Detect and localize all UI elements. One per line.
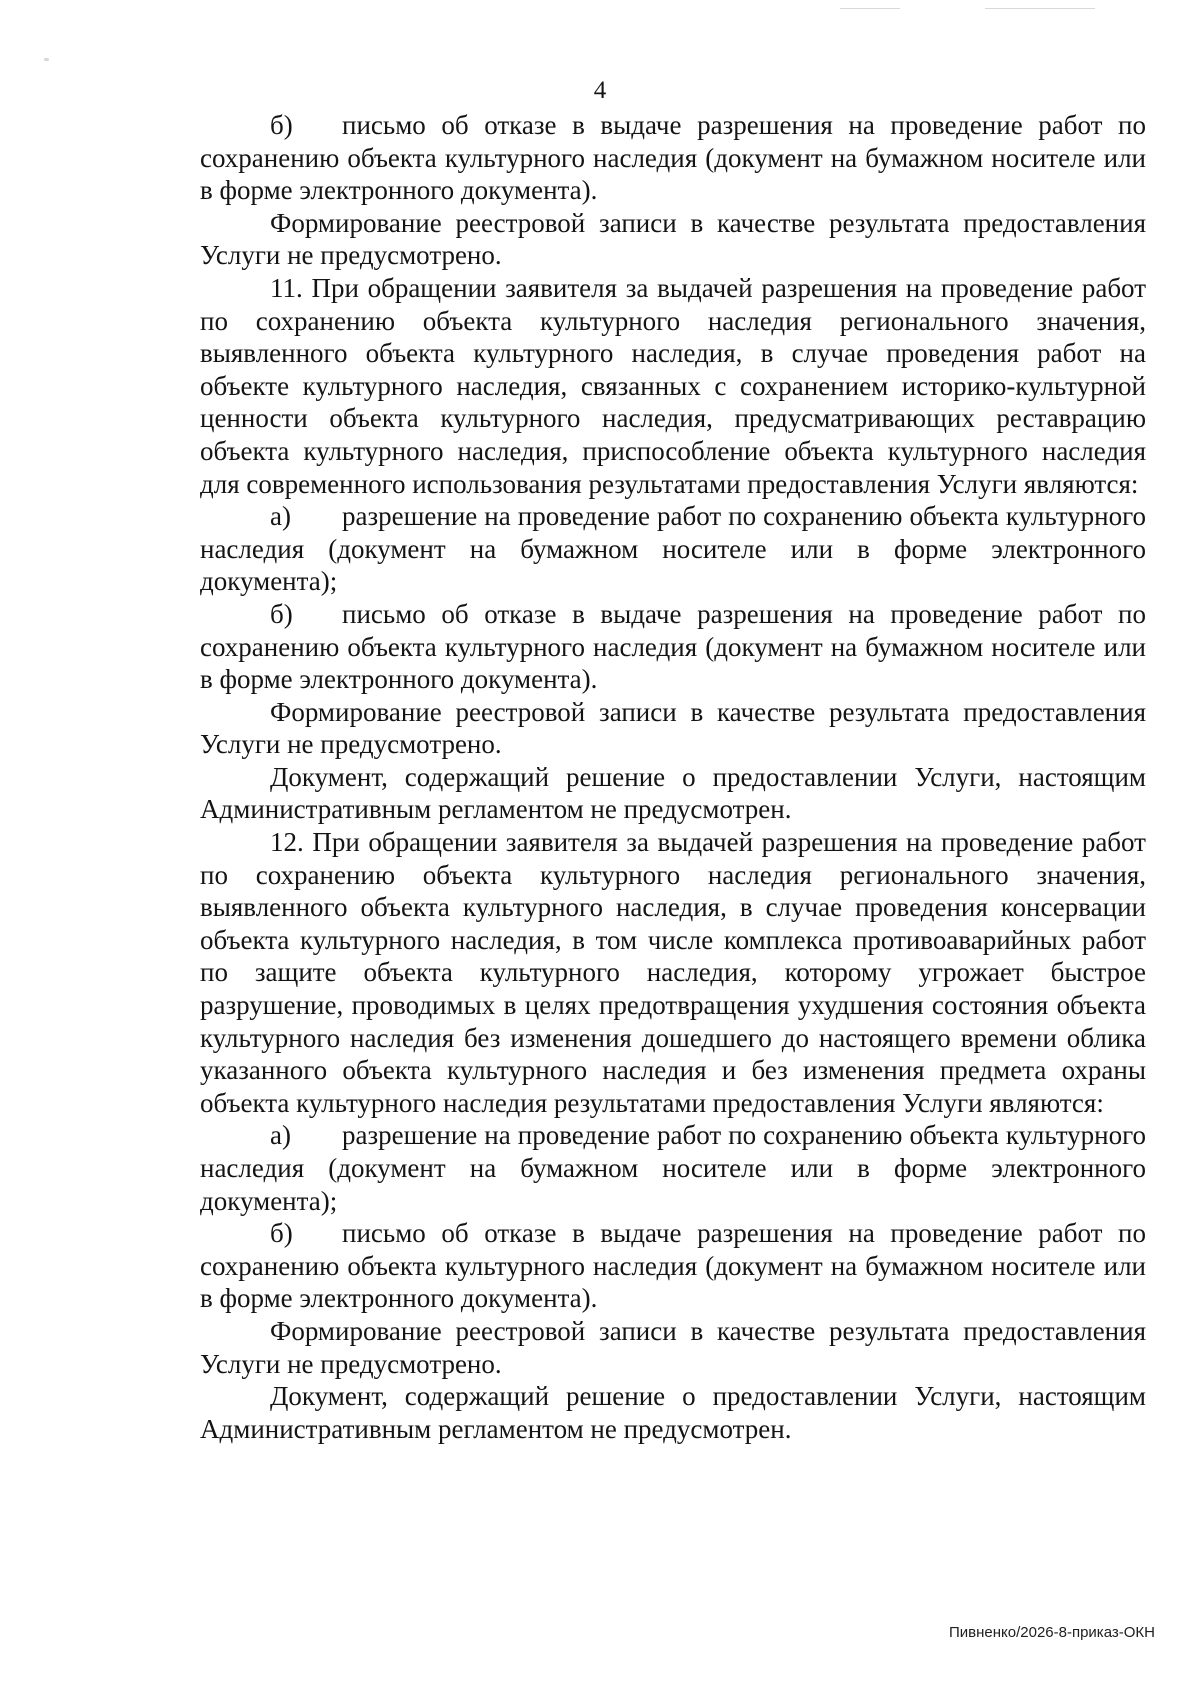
list-marker: а) — [270, 501, 291, 532]
section-12-paragraph: 12. При обращении заявителя за выдачей разрешения на проведение работ по сохранению объекта культурного наследия регионального значения, выявленного объекта культурного наследия, в случае проведения консервации объекта культурного наследия, в том числе комплекса противоаварийных работ по защите объекта культурного наследия, которому угрожает быстрое разрушение, проводимых в целях предотвращения ухудшения состояния объекта культурного наследия без изменения дошедшего до настоящего времени облика указанного объекта культурного наследия и без изменения предмета охраны объекта культурного наследия результатами предоставления Услуги являются: — [200, 827, 1146, 1118]
list-marker: а) — [270, 1120, 291, 1151]
paragraph: Документ, содержащий решение о предоставлении Услуги, настоящим Административным регламентом не предусмотрен. — [200, 1381, 1146, 1444]
paragraph: Документ, содержащий решение о предоставлении Услуги, настоящим Административным регламентом не предусмотрен. — [200, 761, 1146, 825]
list-item-text: разрешение на проведение работ по сохранению объекта культурного наследия (документ на бумажном носителе или в форме электронного документа); — [200, 1120, 1146, 1216]
paragraph: Формирование реестровой записи в качестве результата предоставления Услуги не предусмотрено. — [200, 1315, 1146, 1379]
list-item — [200, 1119, 1146, 1217]
scan-artifact-top-2 — [985, 8, 1095, 9]
scan-artifact-top — [840, 8, 900, 9]
list-item-text: письмо об отказе в выдаче разрешения на проведение работ по сохранению объекта культурного наследия (документ на бумажном носителе или в форме электронного документа). — [200, 598, 1146, 695]
list-marker: б) — [270, 1218, 293, 1249]
list-item — [200, 1217, 1146, 1315]
paragraph: Формирование реестровой записи в качестве результата предоставления Услуги не предусмотрено. — [200, 207, 1146, 271]
list-item — [200, 109, 1146, 207]
list-marker: б) — [270, 110, 293, 140]
document-body — [200, 109, 1146, 1445]
page-number: 4 — [593, 77, 607, 104]
list-item-text: письмо об отказе в выдаче разрешения на проведение работ по сохранению объекта культурного наследия (документ на бумажном носителе или в форме электронного документа). — [200, 1218, 1146, 1314]
list-item — [200, 500, 1146, 598]
list-marker: б) — [270, 598, 293, 629]
section-11-paragraph: 11. При обращении заявителя за выдачей разрешения на проведение работ по сохранению объекта культурного наследия регионального значения, выявленного объекта культурного наследия, в случае проведения работ на объекте культурного наследия, связанных с сохранением историко-культурной ценности объекта культурного наследия, предусматривающих реставрацию объекта культурного наследия, приспособление объекта культурного наследия для современного использования результатами предоставления Услуги являются: — [200, 272, 1146, 499]
scan-artifact-left — [44, 58, 49, 61]
paragraph: Формирование реестровой записи в качестве результата предоставления Услуги не предусмотрено. — [200, 696, 1146, 760]
list-item-text: разрешение на проведение работ по сохранению объекта культурного наследия (документ на бумажном носителе или в форме электронного документа); — [200, 501, 1146, 597]
footer-document-reference: Пивненко/2026-8-приказ-ОКН — [948, 1624, 1155, 1641]
list-item-text: письмо об отказе в выдаче разрешения на проведение работ по сохранению объекта культурного наследия (документ на бумажном носителе или в форме электронного документа). — [200, 110, 1146, 206]
list-item — [200, 598, 1146, 696]
